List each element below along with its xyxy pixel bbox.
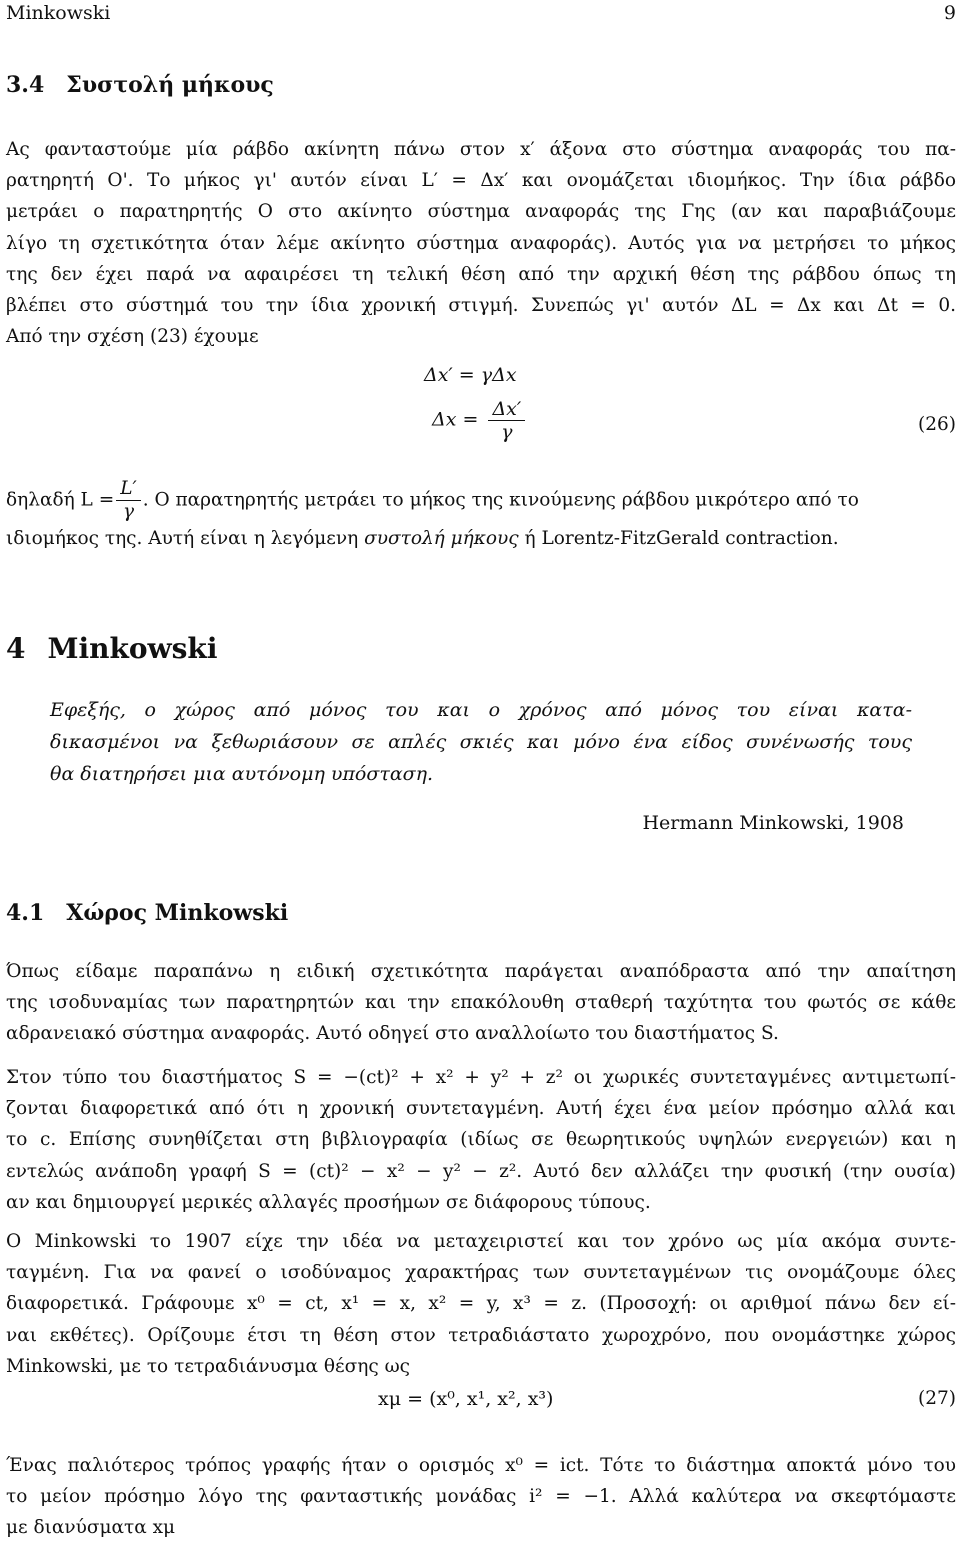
section-number: 3.4	[6, 72, 45, 98]
text-line: αδρανειακό σύστημα αναφοράς. Αυτό οδηγεί στο αναλλοίωτο του διαστήματος S.	[6, 1023, 779, 1045]
emphasis-term: συστολή μήκους	[364, 528, 519, 549]
header-title: Minkowski	[6, 2, 111, 24]
quote-line: θα διατηρήσει μια αυτόνομη υπόσταση.	[50, 763, 434, 785]
epigraph-quote	[50, 694, 912, 790]
equation-number-27: (27)	[918, 1388, 956, 1409]
running-header	[6, 0, 960, 28]
text-line: με διανύσματα xμ	[6, 1517, 176, 1539]
text-line: μετράει ο παρατηρητής O στο ακίνητο σύστημα αναφοράς της Γης (αν και παραβιάζουμε	[6, 201, 956, 223]
paragraph-interval-sign	[6, 1062, 956, 1218]
equation-26-line2	[432, 398, 529, 443]
fraction-denominator: γ	[488, 420, 525, 443]
text-line: το μείον πρόσημο λόγο της φανταστικής μονάδας i² = −1. Αλλά καλύτερα να σκεφτόμαστε	[6, 1486, 956, 1508]
text-line: O Minkowski το 1907 είχε την ιδέα να μεταχειριστεί και τον χρόνο ως μία ακόμα συντε-	[6, 1231, 956, 1252]
equation-lhs: Δx =	[432, 408, 479, 431]
text-line: λίγο τη σχετικότητα όταν λέμε ακίνητο σύστημα αναφοράς). Αυτός για να μετρήσει το μήκος	[6, 232, 956, 254]
text-line: Όπως είδαμε παραπάνω η ειδική σχετικότητα παράγεται αναπόδραστα από την απαίτηση	[6, 961, 956, 982]
equation-27: xμ = (x⁰, x¹, x², x³)	[378, 1388, 554, 1410]
section-heading-4	[6, 632, 217, 665]
paragraph-length-contraction-intro	[6, 134, 956, 352]
quote-line: Εφεξής, ο χώρος από μόνος του και ο χρόνος από μόνος του είναι κατα-	[50, 699, 912, 721]
text-line: Από την σχέση (23) έχουμε	[6, 326, 259, 348]
text-line: διαφορετικά. Γράφουμε x⁰ = ct, x¹ = x, x² = y, x³ = z. (Προσοχή: οι αριθμοί πάνω δεν εί-	[6, 1293, 956, 1315]
text-line: της ισοδυναμίας των παρατηρητών και την επακόλουθη σταθερή ταχύτητα του φωτός σε κάθε	[6, 992, 956, 1014]
equation-number-26: (26)	[918, 414, 956, 435]
text-line: το c. Επίσης συνηθίζεται στη βιβλιογραφία (ιδίως σε θεωρητικούς υψηλών ενεργειών) και η	[6, 1129, 956, 1151]
text-line: εντελώς ανάποδη γραφή S = (ct)² − x² − y² − z². Αυτό δεν αλλάζει την φυσική (την ουσία)	[6, 1160, 956, 1182]
paragraph-invariance	[6, 956, 956, 1050]
text-line: της δεν έχει παρά να αφαιρέσει τη τελική θέση από την αρχική θέση της ράβδου όπως τη	[6, 263, 956, 285]
text-line: ζονται διαφορετικά από ότι η χρονική συντεταγμένη. Αυτή έχει ένα μείον πρόσημο αλλά και	[6, 1098, 956, 1120]
section-title: Συστολή μήκους	[66, 72, 274, 98]
text-line: Ας φανταστούμε μία ράβδο ακίνητη πάνω στον x′ άξονα στο σύστημα αναφοράς του πα-	[6, 139, 956, 160]
paragraph-length-contraction-result	[6, 478, 956, 554]
quote-line: δικασμένοι να ξεθωριάσουν σε απλές σκιές και μόνο ένα είδος συνένωσής τους	[50, 731, 912, 753]
section-title: Χώρος Minkowski	[66, 900, 289, 926]
fraction-denominator: γ	[116, 500, 141, 523]
equation-26-line1: Δx′ = γΔx	[424, 364, 517, 386]
text-run: ιδιομήκος της. Αυτή είναι η λεγόμενη	[6, 528, 365, 549]
text-line: ρατηρητή O'. Το μήκος γι' αυτόν είναι L′ = Δx′ και ονομάζεται ιδιομήκος. Την ίδια ράβδο	[6, 170, 956, 192]
text-line	[6, 478, 956, 523]
section-title: Minkowski	[47, 632, 218, 665]
section-heading-3-4	[6, 72, 274, 98]
text-line: Ένας παλιότερος τρόπος γραφής ήταν ο ορισμός x⁰ = ict. Τότε το διάστημα αποκτά μόνο του	[6, 1455, 956, 1476]
text-line: βλέπει στο σύστημά του την ίδια χρονική στιγμή. Συνεπώς γι' αυτόν ΔL = Δx και Δt = 0.	[6, 295, 956, 317]
text-line: αν και δημιουργεί μερικές αλλαγές προσήμων σε διάφορους τύπους.	[6, 1191, 651, 1213]
text-line: ναι εκθέτες). Ορίζουμε έτσι τη θέση στον τετραδιάστατο χωροχρόνο, που ονομάστηκε χώρος	[6, 1324, 956, 1346]
text-run: ή Lorentz-FitzGerald contraction.	[518, 528, 839, 549]
page-number: 9	[943, 2, 956, 24]
fraction-numerator: Δx′	[492, 398, 522, 420]
paragraph-minkowski-coordinates	[6, 1226, 956, 1382]
text-run: . O παρατηρητής μετράει το μήκος της κινούμενης ράβδου μικρότερο από το	[142, 489, 859, 511]
quote-attribution: Hermann Minkowski, 1908	[642, 812, 904, 834]
fraction-numerator: L′	[120, 478, 137, 499]
section-heading-4-1	[6, 900, 288, 926]
section-number: 4	[6, 632, 26, 665]
equation-fraction	[488, 398, 525, 443]
section-number: 4.1	[6, 900, 45, 926]
inline-fraction	[116, 478, 141, 523]
text-line: ταγμένη. Για να φανεί ο ισοδύναμος χαρακτήρας των συντεταγμένων τις ονομάζουμε όλες	[6, 1262, 956, 1284]
paragraph-imaginary-time	[6, 1450, 956, 1544]
text-line: Minkowski, με το τετραδιάνυσμα θέσης ως	[6, 1355, 411, 1377]
text-line: Στον τύπο του διαστήματος S = −(ct)² + x² + y² + z² οι χωρικές συντεταγμένες αντιμετωπί-	[6, 1067, 956, 1088]
inline-math: δηλαδή L =	[6, 489, 115, 511]
text-line	[6, 523, 956, 554]
